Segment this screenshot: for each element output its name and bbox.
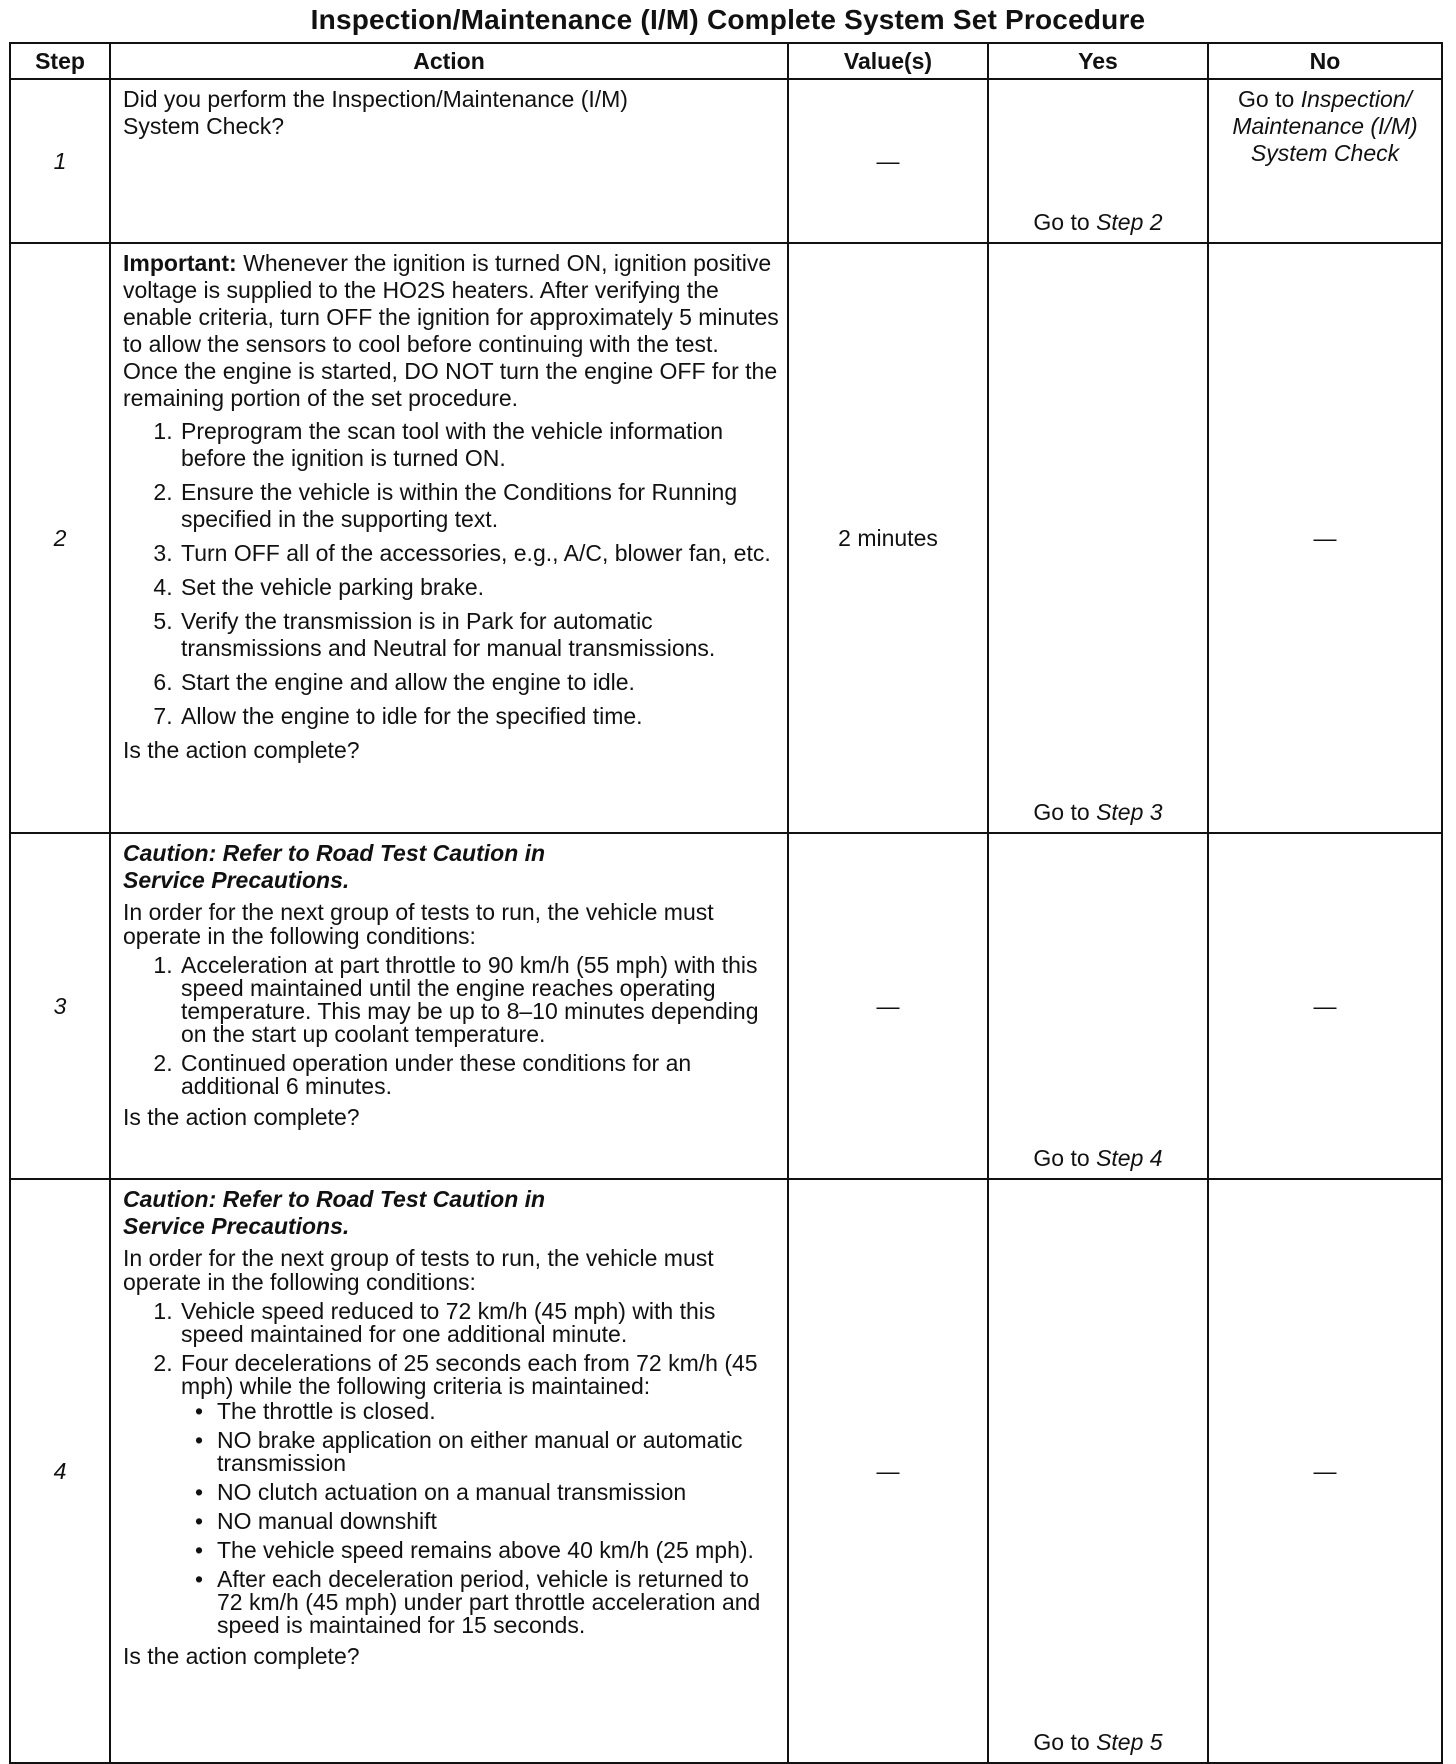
table-row-step-3: [10, 833, 1442, 1179]
criteria-item: • The throttle is closed.: [215, 1400, 779, 1423]
list-item: 1. Vehicle speed reduced to 72 km/h (45 mph) with this speed maintained for one additional minute.: [179, 1300, 779, 1346]
step-number: 4: [10, 1179, 110, 1763]
no-cell: [1208, 79, 1442, 243]
value-cell: —: [788, 79, 988, 243]
criteria-item: • NO clutch actuation on a manual transmission: [215, 1481, 779, 1504]
value-cell: —: [788, 1179, 988, 1763]
list-item-text: Four decelerations of 25 seconds each from 72 km/h (45 mph) while the following criteria is maintained:: [181, 1350, 758, 1399]
list-item: 2. Ensure the vehicle is within the Conditions for Running specified in the supporting text.: [179, 479, 779, 533]
action-question: Is the action complete?: [123, 737, 360, 763]
procedure-table: [9, 42, 1443, 1764]
value-cell: 2 minutes: [788, 243, 988, 833]
yes-prefix: Go to: [1033, 799, 1097, 825]
action-cell: [110, 833, 788, 1179]
list-item: 1. Preprogram the scan tool with the vehicle information before the ignition is turned ON.: [179, 418, 779, 472]
yes-cell: [988, 243, 1208, 833]
value-cell: —: [788, 833, 988, 1179]
list-item: 2. Continued operation under these conditions for an additional 6 minutes.: [179, 1052, 779, 1098]
conditions-intro: In order for the next group of tests to run, the vehicle must operate in the following conditions:: [123, 899, 714, 949]
yes-prefix: Go to: [1033, 1145, 1097, 1171]
caution-note: [123, 840, 779, 894]
no-cell: —: [1208, 833, 1442, 1179]
list-item: 1. Acceleration at part throttle to 90 km/h (55 mph) with this speed maintained until the engine reaches operating temperature. This may be up to 8–10 minutes depending on the start up coolant temperature.: [179, 954, 779, 1046]
important-label: Important:: [123, 250, 237, 276]
yes-prefix: Go to: [1033, 1729, 1097, 1755]
caution-line: Service Precautions.: [123, 1213, 350, 1239]
header-row: [10, 43, 1442, 79]
yes-step-link[interactable]: Step 2: [1096, 209, 1163, 235]
caution-line: Caution: Refer to Road Test Caution in: [123, 1186, 546, 1212]
list-item: 4. Set the vehicle parking brake.: [179, 574, 779, 601]
caution-line: Caution: Refer to Road Test Caution in: [123, 840, 546, 866]
header-no: No: [1208, 43, 1442, 79]
header-yes: Yes: [988, 43, 1208, 79]
action-question: Is the action complete?: [123, 1643, 360, 1669]
criteria-item: • NO manual downshift: [215, 1510, 779, 1533]
caution-note: [123, 1186, 779, 1240]
action-cell: [110, 79, 788, 243]
document-title: Inspection/Maintenance (I/M) Complete System Set Procedure: [310, 4, 1146, 35]
list-item: 7. Allow the engine to idle for the specified time.: [179, 703, 779, 730]
action-cell: [110, 243, 788, 833]
yes-cell: [988, 1179, 1208, 1763]
yes-step-link[interactable]: Step 3: [1096, 799, 1163, 825]
step-number: 2: [10, 243, 110, 833]
procedure-steps: [123, 418, 779, 730]
step-number: 3: [10, 833, 110, 1179]
header-step: Step: [10, 43, 110, 79]
table-row-step-4: [10, 1179, 1442, 1763]
important-text: Whenever the ignition is turned ON, ignition positive voltage is supplied to the HO2S heaters. After verifying the enable criteria, turn OFF the ignition for approximately 5 minutes to allow the sensors to cool before continuing with the test. Once the engine is started, DO NOT turn the engine OFF for the remaining portion of the set procedure.: [123, 250, 779, 411]
important-note: [123, 250, 779, 412]
yes-cell: [988, 79, 1208, 243]
yes-prefix: Go to: [1033, 209, 1097, 235]
list-item: [179, 1352, 779, 1637]
step-number: 1: [10, 79, 110, 243]
yes-step-link[interactable]: Step 4: [1096, 1145, 1163, 1171]
procedure-steps: [123, 1300, 779, 1637]
table-row-step-2: [10, 243, 1442, 833]
criteria-list: [181, 1400, 779, 1637]
list-item: 5. Verify the transmission is in Park for automatic transmissions and Neutral for manual transmissions.: [179, 608, 779, 662]
criteria-item: • NO brake application on either manual or automatic transmission: [215, 1429, 779, 1475]
no-prefix: Go to: [1238, 86, 1301, 112]
action-question: Is the action complete?: [123, 1104, 360, 1130]
criteria-item: • After each deceleration period, vehicle is returned to 72 km/h (45 mph) under part throttle acceleration and speed is maintained for 15 seconds.: [215, 1568, 779, 1637]
header-action: Action: [110, 43, 788, 79]
procedure-steps: [123, 954, 779, 1098]
table-row-step-1: [10, 79, 1442, 243]
criteria-item: • The vehicle speed remains above 40 km/h (25 mph).: [215, 1539, 779, 1562]
no-check-link[interactable]: Inspection/ Maintenance (I/M) System Check: [1232, 86, 1418, 166]
list-item: 6. Start the engine and allow the engine to idle.: [179, 669, 779, 696]
list-item: 3. Turn OFF all of the accessories, e.g., A/C, blower fan, etc.: [179, 540, 779, 567]
yes-step-link[interactable]: Step 5: [1096, 1729, 1163, 1755]
header-values: Value(s): [788, 43, 988, 79]
action-cell: [110, 1179, 788, 1763]
no-cell: —: [1208, 243, 1442, 833]
no-cell: —: [1208, 1179, 1442, 1763]
yes-cell: [988, 833, 1208, 1179]
action-text: Did you perform the Inspection/Maintenance (I/M) System Check?: [123, 86, 628, 139]
caution-line: Service Precautions.: [123, 867, 350, 893]
conditions-intro: In order for the next group of tests to run, the vehicle must operate in the following conditions:: [123, 1245, 714, 1295]
